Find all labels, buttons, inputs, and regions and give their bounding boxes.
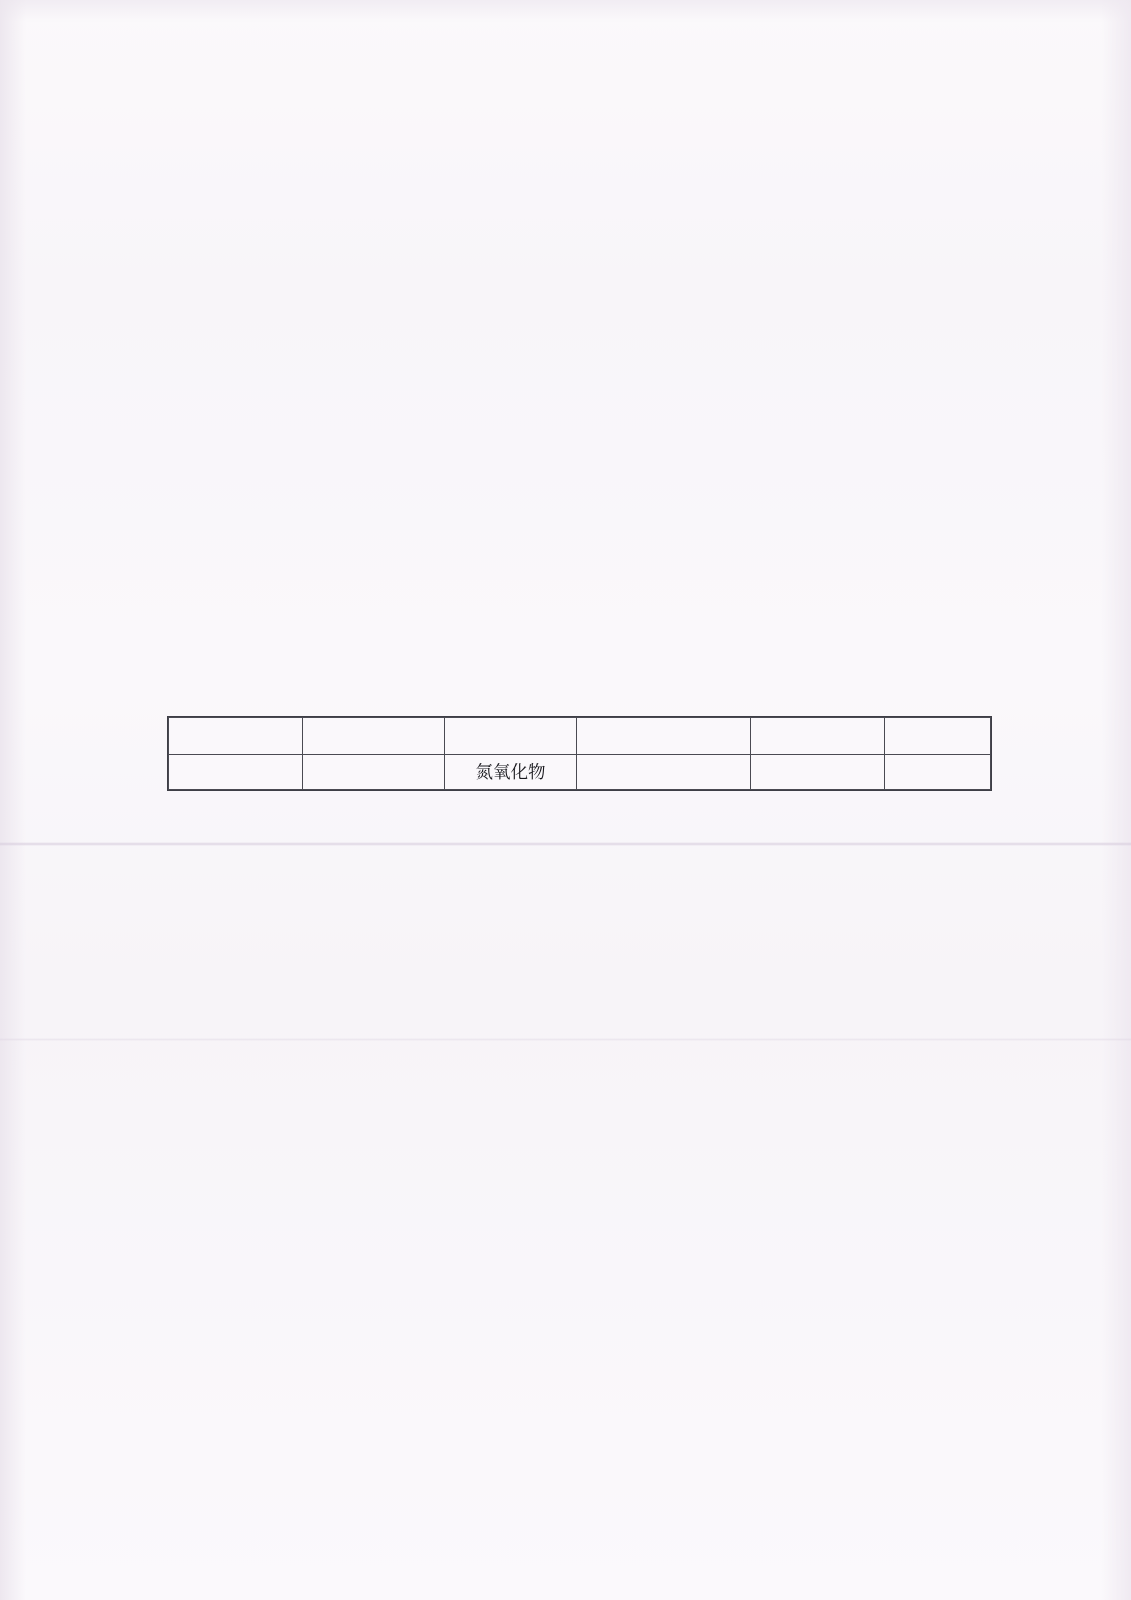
cell-unit — [885, 755, 991, 790]
cell-execution-standard — [577, 755, 751, 790]
cell-monitoring-point — [303, 755, 445, 790]
cell-standard-limit — [751, 755, 885, 790]
column-header-point — [303, 718, 445, 755]
column-header-unit — [885, 718, 991, 755]
scan-edge-shadow-top — [0, 0, 1131, 22]
column-header-factor — [445, 718, 577, 755]
scan-edge-shadow-right — [1101, 0, 1131, 1600]
cell-pollutant-factor: 氮氧化物 — [445, 755, 577, 790]
cell-category — [169, 755, 303, 790]
table-header-row — [169, 718, 991, 755]
scan-artifact-band — [0, 1038, 1131, 1041]
pollutant-standard-limits-table — [168, 717, 991, 790]
scan-artifact-band — [0, 842, 1131, 846]
table-body — [169, 755, 991, 790]
column-header-standard — [577, 718, 751, 755]
column-header-limit — [751, 718, 885, 755]
table-header — [169, 718, 991, 755]
scan-edge-shadow-left — [0, 0, 26, 1600]
column-header-category — [169, 718, 303, 755]
table-row — [169, 755, 991, 790]
